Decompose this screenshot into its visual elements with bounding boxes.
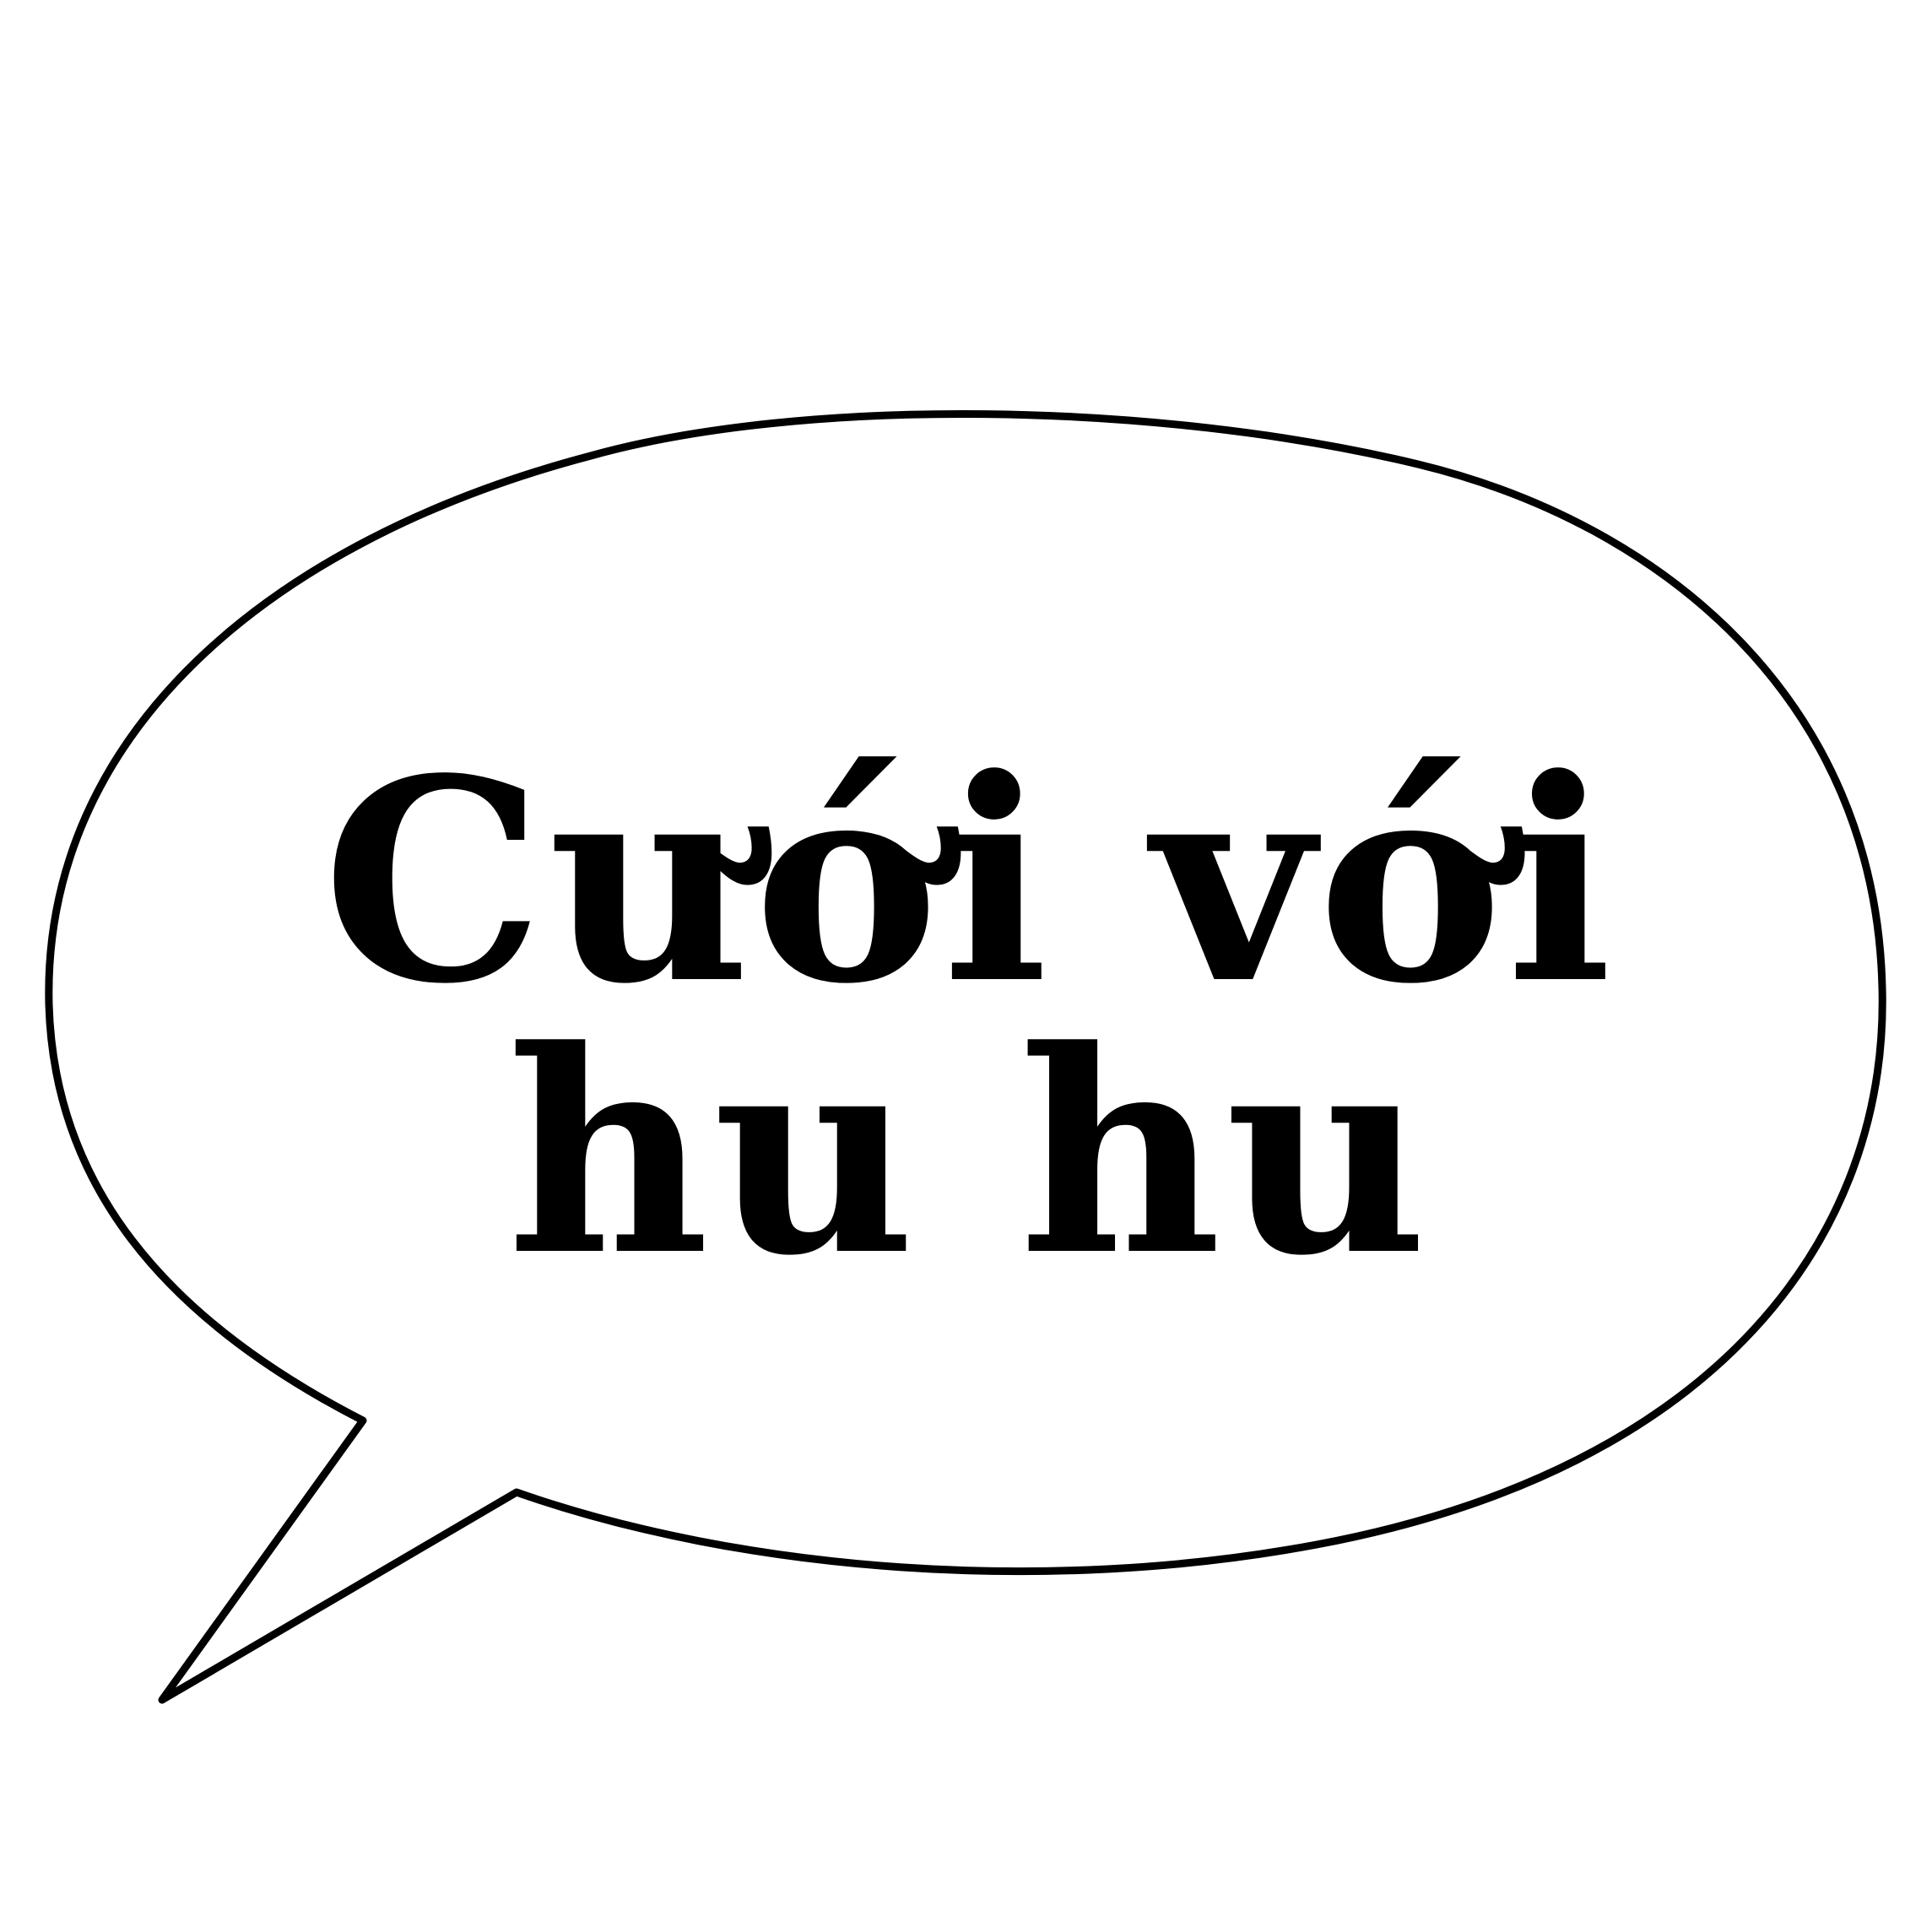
bubble-text-line-2: hu hu	[506, 989, 1431, 1317]
bubble-text-line-1: Cưới với	[322, 717, 1616, 1045]
